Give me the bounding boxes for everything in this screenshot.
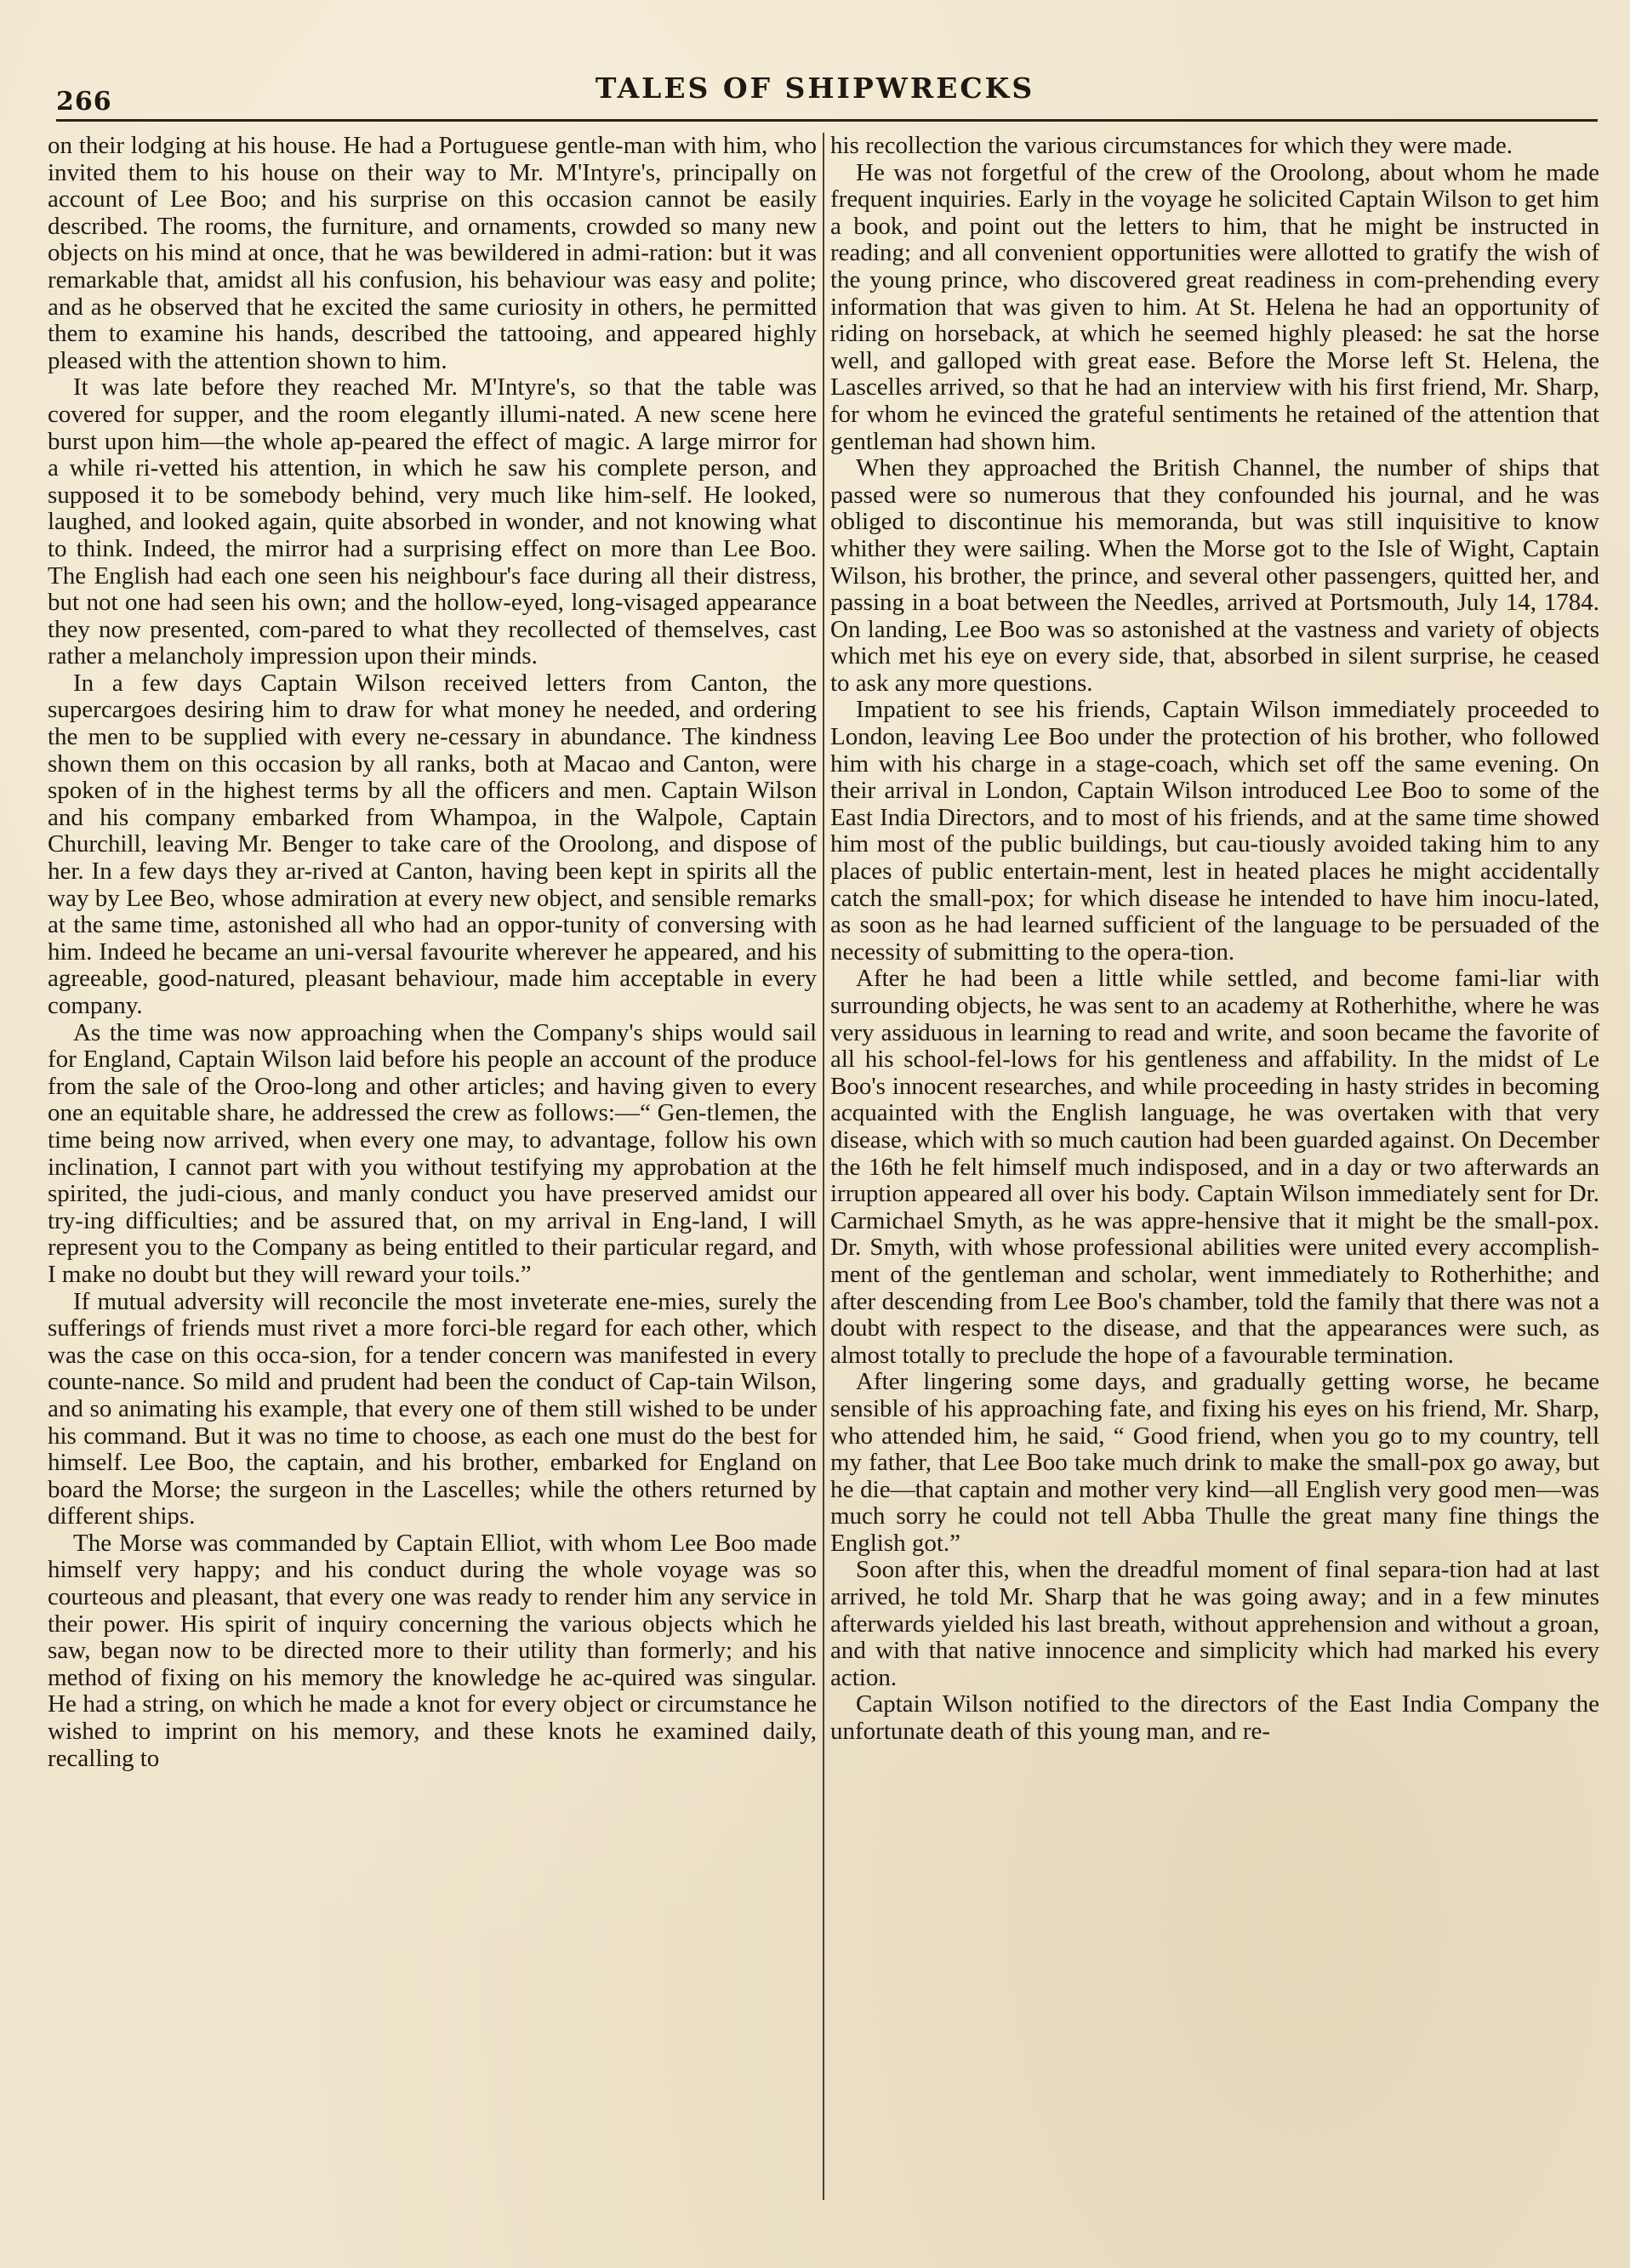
paragraph: his recollection the various circumstances for which they were made. <box>830 133 1513 159</box>
paragraph: on their lodging at his house. He had a Portuguese gentle-man with him, who invited them to his house on their way to Mr. M'Intyre's, principally on account of Lee Boo; and his surprise on this occasion cannot be easily described. The rooms, the furniture, and ornaments, crowded so many new objects on his mind at once, that he was bewildered in admi-ration: but it was remarkable that, amidst all his confusion, his behaviour was easy and polite; and as he observed that he excited the same curiosity in others, he permitted them to examine his hands, described the tattooing, and appeared highly pleased with the attention shown to him. <box>48 133 817 374</box>
paragraph: Captain Wilson notified to the directors of the East India Company the unfortunate death of this young man, and re- <box>830 1690 1599 1746</box>
page-number: 266 <box>56 87 112 117</box>
paragraph: When they approached the British Channel, the number of ships that passed were so numerous that they confounded his journal, and he was obliged to discontinue his memoranda, but was still inquisitive to know whither they were sailing. When the Morse got to the Isle of Wight, Captain Wilson, his brother, the prince, and several other passengers, quitted her, and passing in a boat between the Needles, arrived at Portsmouth, July 14, 1784. On landing, Lee Boo was so astonished at the vastness and variety of objects which met his eye on every side, that, absorbed in silent surprise, he ceased to ask any more questions. <box>830 454 1599 697</box>
paragraph: He was not forgetful of the crew of the Oroolong, about whom he made frequent inquiries. Early in the voyage he solicited Captain Wilson to get him a book, and point out the letters to him, that he might be instructed in reading; and all convenient opportunities were allotted to gratify the wish of the young prince, who discovered great readiness in com-prehending every information that was given to him. At St. Helena he had an opportunity of riding on horseback, at which he seemed highly pleased: he sat the horse well, and galloped with great ease. Before the Morse left St. Helena, the Lascelles arrived, so that he had an interview with his first friend, Mr. Sharp, for whom he evinced the grateful sentiments he retained of the attention that gentleman had shown him. <box>830 158 1599 455</box>
paragraph: The Morse was commanded by Captain Elliot, with whom Lee Boo made himself very happy; and his conduct during the whole voyage was so courteous and pleasant, that every one was ready to render him any service in their power. His spirit of inquiry concerning the various objects which he saw, began now to be directed more to their utility than formerly; and his method of fixing on his memory the knowledge he ac-quired was singular. He had a string, on which he made a knot for every object or circumstance he wished to imprint on his memory, and these knots he examined daily, recalling to <box>48 1529 817 1772</box>
paragraph: As the time was now approaching when the Company's ships would sail for England, Captain Wilson laid before his people an account of the produce from the sale of the Oroo-long and other articles; and having given to every one an equitable share, he addressed the crew as follows:—“ Gen-tlemen, the time being now arrived, when every one may, to advantage, follow his own inclination, I cannot part with you without testifying my approbation at the spirited, the judi-cious, and manly conduct you have preserved amidst our try-ing difficulties; and be assured that, on my arrival in Eng-land, I will represent you to the Company as being entitled to their particular regard, and I make no doubt but they will reward your toils.” <box>48 1018 817 1288</box>
paragraph: After he had been a little while settled, and become fami-liar with surrounding objects, he was sent to an academy at Rotherhithe, where he was very assiduous in learning to read and write, and soon became the favorite of all his school-fel-lows for his gentleness and affability. In the midst of Le Boo's innocent researches, and while proceeding in hasty strides in becoming acquainted with the English language, he was overtaken with that very disease, which with so much caution had been guarded against. On December the 16th he felt himself much indisposed, and in a day or two afterwards an irruption appeared all over his body. Captain Wilson immediately sent for Dr. Carmichael Smyth, as he was appre-hensive that it might be the small-pox. Dr. Smyth, with whose professional abilities were united every accomplish-ment of the gentleman and scholar, went immediately to Rotherhithe; and after descending from Lee Boo's chamber, told the family that there was not a doubt with respect to the disease, and that the appearances were such, as almost totally to preclude the hope of a favourable termination. <box>830 965 1599 1369</box>
running-title: TALES OF SHIPWRECKS <box>595 71 1035 105</box>
paragraph: Soon after this, when the dreadful moment of final separa-tion had at last arrived, he told Mr. Sharp that he was going away; and in a few minutes afterwards yielded his last breath, without apprehension and without a groan, and with that native innocence and simplicity which had marked his every action. <box>830 1556 1599 1691</box>
paragraph: If mutual adversity will reconcile the most inveterate ene-mies, surely the sufferings of friends must rivet a more forci-ble regard for each other, which was the case on this occa-sion, for a tender concern was manifested in every counte-nance. So mild and prudent had been the conduct of Cap-tain Wilson, and so animating his example, that every one of them still wished to be under his command. But it was no time to choose, as each one must do the best for himself. Lee Boo, the captain, and his brother, embarked for England on board the Morse; the surgeon in the Lascelles; while the others returned by different ships. <box>48 1287 817 1530</box>
left-column <box>48 133 817 2208</box>
paragraph: It was late before they reached Mr. M'Intyre's, so that the table was covered for supper, and the room elegantly illumi-nated. A new scene here burst upon him—the whole ap-peared the effect of magic. A large mirror for a while ri-vetted his attention, in which he saw his complete person, and supposed it to be somebody behind, very much like him-self. He looked, laughed, and looked again, quite absorbed in wonder, and not knowing what to think. Indeed, the mirror had a surprising effect on more than Lee Boo. The English had each one seen his neighbour's face during all their distress, but not one had seen his own; and the hollow-eyed, long-visaged appearance they now presented, com-pared to what they recollected of themselves, cast rather a melancholy impression upon their minds. <box>48 373 817 670</box>
column-divider <box>823 133 824 2200</box>
paragraph: Impatient to see his friends, Captain Wilson immediately proceeded to London, leaving Lee Boo under the protection of his brother, who followed him with his charge in a stage-coach, which set off the same evening. On their arrival in London, Captain Wilson introduced Lee Boo to some of the East India Directors, and to most of his friends, and at the same time showed him most of the public buildings, but cau-tiously avoided taking him to any places of public entertain-ment, lest in heated places he might accidentally catch the small-pox; for which disease he intended to have him inocu-lated, as soon as he had learned sufficient of the language to be persuaded of the necessity of submitting to the opera-tion. <box>830 696 1599 966</box>
header-rule <box>56 119 1598 122</box>
right-column <box>830 133 1599 2208</box>
paragraph: In a few days Captain Wilson received letters from Canton, the supercargoes desiring him to draw for what money he needed, and ordering the men to be supplied with every ne-cessary in abundance. The kindness shown them on this occasion by all ranks, both at Macao and Canton, were spoken of in the highest terms by all the officers and men. Captain Wilson and his company embarked from Whampoa, in the Walpole, Captain Churchill, leaving Mr. Benger to take care of the Oroolong, and dispose of her. In a few days they ar-rived at Canton, having been kept in spirits all the way by Lee Beo, whose admiration at every new object, and sensible remarks at the same time, astonished all who had an oppor-tunity of conversing with him. Indeed he became an uni-versal favourite wherever he appeared, and his agreeable, good-natured, pleasant behaviour, made him acceptable in every company. <box>48 669 817 1019</box>
paragraph: After lingering some days, and gradually getting worse, he became sensible of his approaching fate, and fixing his eyes on his friend, Mr. Sharp, who attended him, he said, “ Good friend, when you go to my country, tell my father, that Lee Boo take much drink to make the small-pox go away, but he die—that captain and mother very kind—all English very good men—was much sorry he could not tell Abba Thulle the great many fine things the English got.” <box>830 1368 1599 1557</box>
